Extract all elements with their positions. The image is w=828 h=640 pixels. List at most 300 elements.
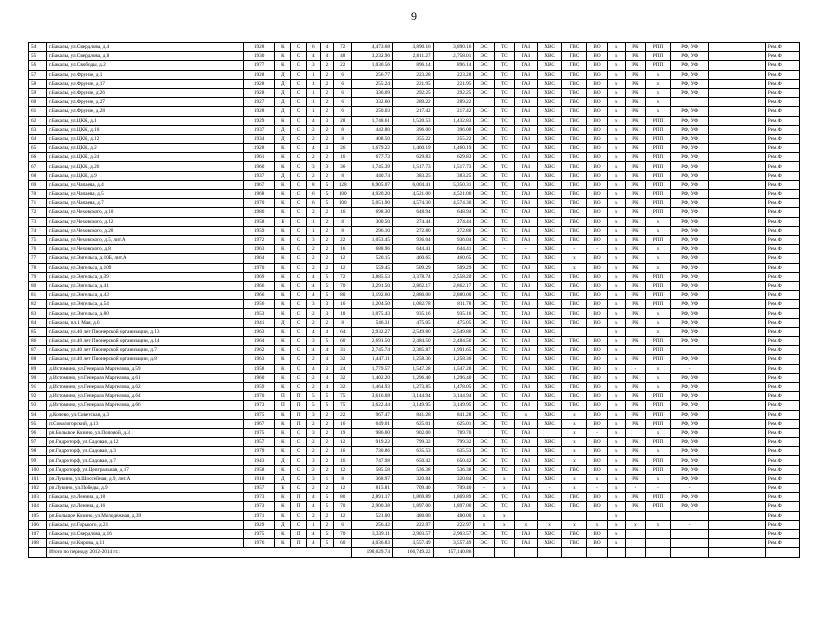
table-cell: ГАЗ bbox=[515, 493, 538, 502]
table-cell: ГАЗ bbox=[515, 337, 538, 346]
table-cell: РК bbox=[625, 318, 645, 327]
table-cell: х bbox=[607, 79, 625, 88]
table-cell: ТС bbox=[494, 98, 514, 107]
table-cell: РФ, УФ bbox=[670, 263, 708, 272]
table-cell: ГВС bbox=[562, 539, 587, 548]
table-cell: С bbox=[291, 263, 307, 272]
table-cell: 8 bbox=[334, 217, 352, 226]
table-cell: 75 bbox=[29, 235, 47, 244]
table-cell: ЭС bbox=[474, 217, 494, 226]
table-cell: 396.00 bbox=[433, 125, 474, 134]
total-row bbox=[29, 548, 800, 557]
table-cell: 2,891.17 bbox=[352, 493, 393, 502]
table-cell: РФ, УФ bbox=[670, 410, 708, 419]
table-cell: Рем.Ф bbox=[765, 346, 799, 355]
table-cell: - bbox=[670, 364, 708, 373]
table-row bbox=[29, 88, 800, 97]
table-cell: Рем.Ф bbox=[765, 327, 799, 336]
table-cell: 1,273.85 bbox=[392, 382, 433, 391]
table-cell: ЭС bbox=[474, 493, 494, 502]
table-cell bbox=[709, 392, 766, 401]
table-cell: 32 bbox=[334, 355, 352, 364]
table-cell: 66 bbox=[29, 153, 47, 162]
table-cell: 2 bbox=[307, 125, 321, 134]
table-cell: ХВС bbox=[537, 235, 562, 244]
table-cell: ЭС bbox=[474, 52, 494, 61]
table-cell bbox=[646, 529, 671, 538]
table-cell: ГАЗ bbox=[515, 382, 538, 391]
table-cell bbox=[709, 428, 766, 437]
table-cell: 5 bbox=[320, 337, 334, 346]
table-row bbox=[29, 162, 800, 171]
table-cell: х bbox=[607, 539, 625, 548]
table-cell: 1964 bbox=[243, 254, 275, 263]
table-cell: ЭС bbox=[474, 116, 494, 125]
table-cell: ТС bbox=[494, 153, 514, 162]
table-cell: 16 bbox=[334, 245, 352, 254]
table-cell: 2 bbox=[320, 88, 334, 97]
table-cell: ВО bbox=[587, 382, 607, 391]
table-cell: К bbox=[275, 272, 291, 281]
table-row bbox=[29, 539, 800, 548]
table-row bbox=[29, 171, 800, 180]
table-cell: ГВС bbox=[562, 125, 587, 134]
table-cell bbox=[646, 511, 671, 520]
table-cell: 1,460.19 bbox=[392, 144, 433, 153]
table-cell: 78 bbox=[29, 263, 47, 272]
table-cell bbox=[709, 410, 766, 419]
table-cell bbox=[709, 511, 766, 520]
table-cell: 2 bbox=[307, 245, 321, 254]
table-cell: 1927 bbox=[243, 98, 275, 107]
table-cell: С bbox=[291, 235, 307, 244]
table-cell: ГВС bbox=[562, 318, 587, 327]
table-cell: 86 bbox=[29, 337, 47, 346]
table-cell bbox=[587, 511, 607, 520]
table-cell: ТС bbox=[494, 493, 514, 502]
table-cell: ЭС bbox=[474, 474, 494, 483]
table-cell bbox=[709, 309, 766, 318]
table-cell: 76 bbox=[29, 245, 47, 254]
table-cell: 221.95 bbox=[392, 79, 433, 88]
table-cell: РФ, УФ bbox=[670, 226, 708, 235]
table-cell: рп.Лукино, ул.Шоссейная, д.9, лит.А bbox=[47, 474, 244, 483]
table-cell: ВО bbox=[587, 98, 607, 107]
table-cell: ВО bbox=[587, 153, 607, 162]
table-cell: С bbox=[291, 171, 307, 180]
table-cell: 2 bbox=[307, 419, 321, 428]
table-cell: ГАЗ bbox=[515, 291, 538, 300]
table-cell: х bbox=[646, 364, 671, 373]
table-cell: Рем.Ф bbox=[765, 263, 799, 272]
table-cell: 2,691.50 bbox=[352, 337, 393, 346]
table-cell: 106 bbox=[29, 520, 47, 529]
table-cell: ХВС bbox=[537, 474, 562, 483]
table-cell: 1970 bbox=[243, 392, 275, 401]
table-cell: РК bbox=[625, 134, 645, 143]
table-cell: С bbox=[291, 300, 307, 309]
table-cell: ТС bbox=[494, 52, 514, 61]
table-cell: х bbox=[494, 484, 514, 493]
table-cell: ТС bbox=[494, 208, 514, 217]
table-cell: г.Бакалы, ул.40 лет Пионерской организации, д.8 bbox=[47, 355, 244, 364]
table-cell: РК bbox=[625, 392, 645, 401]
table-cell: РФ, УФ bbox=[670, 474, 708, 483]
table-cell: г.Бакалы, ул.Энгельса, д.41 bbox=[47, 281, 244, 290]
table-cell: х bbox=[646, 382, 671, 391]
table-cell: РК bbox=[625, 98, 645, 107]
table-cell: РПП bbox=[646, 337, 671, 346]
table-cell: 1975 bbox=[243, 410, 275, 419]
table-cell: ЭС bbox=[474, 153, 494, 162]
table-cell: ХВС bbox=[537, 373, 562, 382]
table-cell: ГАЗ bbox=[515, 272, 538, 281]
table-cell: 3,149.95 bbox=[392, 401, 433, 410]
table-cell: Рем.Ф bbox=[765, 144, 799, 153]
table-cell: 12 bbox=[334, 511, 352, 520]
table-cell: г.Бакалы, ул.Чеховского, д.10 bbox=[47, 208, 244, 217]
table-cell: 3,378.74 bbox=[392, 272, 433, 281]
table-cell bbox=[709, 171, 766, 180]
table-cell: 12 bbox=[334, 438, 352, 447]
table-cell: х bbox=[607, 144, 625, 153]
table-cell: 2 bbox=[320, 70, 334, 79]
table-cell: ВО bbox=[587, 539, 607, 548]
table-cell: 1961 bbox=[243, 153, 275, 162]
table-cell: ГАЗ bbox=[515, 199, 538, 208]
table-cell: - bbox=[670, 484, 708, 493]
table-cell: ХВС bbox=[537, 272, 562, 281]
table-row bbox=[29, 263, 800, 272]
table-row bbox=[29, 107, 800, 116]
table-cell: ГВС bbox=[562, 502, 587, 511]
table-cell: 296.10 bbox=[352, 226, 393, 235]
table-cell: Д bbox=[275, 474, 291, 483]
table-cell: х bbox=[646, 428, 671, 437]
table-cell: 1937 bbox=[243, 171, 275, 180]
table-cell: ВО bbox=[587, 392, 607, 401]
table-cell: 1977 bbox=[243, 61, 275, 70]
table-cell: д.Истомино, ул.Генерала Маргелова, д.59 bbox=[47, 364, 244, 373]
table-cell: х bbox=[562, 428, 587, 437]
table-cell: 383.25 bbox=[392, 171, 433, 180]
table-row bbox=[29, 419, 800, 428]
table-cell: 6 bbox=[334, 98, 352, 107]
table-cell: ЭС bbox=[474, 456, 494, 465]
table-cell: ГАЗ bbox=[515, 309, 538, 318]
table-cell: РК bbox=[625, 116, 645, 125]
table-cell: 1 bbox=[307, 107, 321, 116]
table-cell: х bbox=[646, 98, 671, 107]
table-cell: Д bbox=[275, 79, 291, 88]
table-cell: ГАЗ bbox=[515, 438, 538, 447]
table-cell: РК bbox=[625, 254, 645, 263]
table-cell: ТС bbox=[494, 392, 514, 401]
table-cell: 4,473.68 bbox=[352, 43, 393, 52]
table-cell: 2 bbox=[320, 263, 334, 272]
table-cell: х bbox=[646, 318, 671, 327]
table-cell: РК bbox=[625, 153, 645, 162]
table-cell: П bbox=[291, 401, 307, 410]
table-cell: К bbox=[275, 447, 291, 456]
table-cell: 475.05 bbox=[392, 318, 433, 327]
table-cell: С bbox=[291, 438, 307, 447]
table-cell: 1,464.93 bbox=[352, 382, 393, 391]
table-cell: 69 bbox=[29, 180, 47, 189]
table-cell: 4 bbox=[307, 144, 321, 153]
table-cell: 2,903.57 bbox=[392, 529, 433, 538]
table-cell: К bbox=[275, 493, 291, 502]
table-cell: 92 bbox=[29, 392, 47, 401]
table-cell: х bbox=[607, 300, 625, 309]
table-cell: 1,517.73 bbox=[392, 162, 433, 171]
table-cell: 648.94 bbox=[392, 208, 433, 217]
table-cell: х bbox=[607, 291, 625, 300]
table-cell: ВО bbox=[587, 447, 607, 456]
table-cell: Б bbox=[275, 484, 291, 493]
table-row bbox=[29, 235, 800, 244]
table-cell: 1972 bbox=[243, 235, 275, 244]
table-cell: РФ, УФ bbox=[670, 300, 708, 309]
table-cell: ТС bbox=[494, 364, 514, 373]
table-cell: 2 bbox=[307, 153, 321, 162]
table-cell: ХВС bbox=[537, 502, 562, 511]
table-cell: 16 bbox=[334, 419, 352, 428]
table-row bbox=[29, 410, 800, 419]
table-cell: 1963 bbox=[243, 355, 275, 364]
table-cell: г.Бакалы, ул.Чапаева, д.4 bbox=[47, 180, 244, 189]
table-cell: 3,192.60 bbox=[352, 291, 393, 300]
table-cell: Рем.Ф bbox=[765, 493, 799, 502]
table-cell: 1,547.28 bbox=[433, 364, 474, 373]
table-cell: 2 bbox=[320, 107, 334, 116]
table-cell: 383.25 bbox=[433, 171, 474, 180]
table-cell: ТС bbox=[494, 281, 514, 290]
table-cell: ТС bbox=[494, 134, 514, 143]
table-cell: ВО bbox=[587, 43, 607, 52]
table-cell: г.Бакалы, ул.40 лет Пионерской организации, д.7 bbox=[47, 346, 244, 355]
table-cell: ХВС bbox=[537, 410, 562, 419]
table-cell: - bbox=[625, 364, 645, 373]
table-cell: г.Бакалы, ул.Свободы, д.2 bbox=[47, 61, 244, 70]
table-cell: ТС bbox=[494, 254, 514, 263]
table-cell: х bbox=[607, 235, 625, 244]
table-cell: 2 bbox=[320, 171, 334, 180]
table-cell: 107 bbox=[29, 529, 47, 538]
table-cell: РФ, УФ bbox=[670, 456, 708, 465]
table-cell: х bbox=[607, 125, 625, 134]
table-row bbox=[29, 144, 800, 153]
table-cell: 58 bbox=[29, 79, 47, 88]
table-cell: РК bbox=[625, 199, 645, 208]
table-cell: 3 bbox=[320, 116, 334, 125]
table-cell: С bbox=[291, 79, 307, 88]
table-cell: ГАЗ bbox=[515, 465, 538, 474]
table-cell: 3 bbox=[307, 337, 321, 346]
table-row bbox=[29, 465, 800, 474]
table-cell: ВО bbox=[587, 52, 607, 61]
table-cell: 5 bbox=[320, 272, 334, 281]
table-cell: г.Бакалы, ул.Кирова, д.11 bbox=[47, 539, 244, 548]
table-cell: ХВС bbox=[537, 291, 562, 300]
table-cell: 1973 bbox=[243, 401, 275, 410]
table-cell: 272.80 bbox=[433, 226, 474, 235]
table-cell: ТС bbox=[494, 456, 514, 465]
table-cell: ВО bbox=[587, 419, 607, 428]
table-cell: РК bbox=[625, 162, 645, 171]
table-cell: ГВС bbox=[562, 300, 587, 309]
table-cell: г.Бакалы, ул.Свердлова, д.8 bbox=[47, 52, 244, 61]
table-cell: 629.83 bbox=[433, 153, 474, 162]
table-cell: Рем.Ф bbox=[765, 401, 799, 410]
table-cell bbox=[562, 327, 587, 336]
table-cell: РК bbox=[625, 107, 645, 116]
table-cell: 1,869.89 bbox=[392, 493, 433, 502]
table-cell: 2 bbox=[307, 447, 321, 456]
table-cell: 2 bbox=[307, 465, 321, 474]
table-cell: 2 bbox=[320, 98, 334, 107]
table-cell: х bbox=[607, 493, 625, 502]
table-cell: С bbox=[291, 70, 307, 79]
table-cell: Рем.Ф bbox=[765, 208, 799, 217]
table-cell: Д bbox=[275, 171, 291, 180]
table-cell: РК bbox=[625, 373, 645, 382]
table-cell: 72 bbox=[29, 208, 47, 217]
table-cell: 3 bbox=[307, 235, 321, 244]
table-cell: ВО bbox=[587, 465, 607, 474]
table-row bbox=[29, 217, 800, 226]
table-cell: ХВС bbox=[537, 401, 562, 410]
table-cell: 75 bbox=[334, 401, 352, 410]
table-cell: 83 bbox=[29, 309, 47, 318]
table-cell: 648.94 bbox=[433, 208, 474, 217]
table-cell: ВО bbox=[587, 88, 607, 97]
table-cell: 3 bbox=[307, 300, 321, 309]
table-cell: ГАЗ bbox=[515, 364, 538, 373]
table-cell: ВО bbox=[587, 318, 607, 327]
table-cell: РПП bbox=[646, 43, 671, 52]
table-cell bbox=[670, 98, 708, 107]
table-cell: ГВС bbox=[562, 134, 587, 143]
table-cell: 2 bbox=[320, 484, 334, 493]
table-row bbox=[29, 520, 800, 529]
table-cell: 1,432.83 bbox=[433, 116, 474, 125]
table-cell: Рем.Ф bbox=[765, 318, 799, 327]
table-cell: х bbox=[607, 447, 625, 456]
table-cell: 6 bbox=[334, 107, 352, 116]
table-cell: К bbox=[275, 539, 291, 548]
table-cell: 2 bbox=[307, 309, 321, 318]
table-cell: ХВС bbox=[537, 116, 562, 125]
table-cell: Рем.Ф bbox=[765, 116, 799, 125]
table-cell: ТС bbox=[494, 116, 514, 125]
table-cell bbox=[709, 364, 766, 373]
table-cell: х bbox=[607, 254, 625, 263]
table-cell: ХВС bbox=[537, 364, 562, 373]
table-cell: 289.22 bbox=[433, 98, 474, 107]
table-cell: ХВС bbox=[537, 79, 562, 88]
table-cell bbox=[709, 153, 766, 162]
table-cell: 6 bbox=[307, 199, 321, 208]
table-cell: ЭС bbox=[474, 355, 494, 364]
table-cell: х bbox=[607, 43, 625, 52]
table-cell: ГВС bbox=[562, 116, 587, 125]
table-cell: 1,402.20 bbox=[352, 373, 393, 382]
table-cell bbox=[709, 263, 766, 272]
table-cell: 4,920.20 bbox=[352, 190, 393, 199]
table-cell: ТС bbox=[494, 382, 514, 391]
table-cell: 105 bbox=[29, 511, 47, 520]
table-cell: 2 bbox=[307, 263, 321, 272]
table-cell: РК bbox=[625, 79, 645, 88]
table-cell: ГВС bbox=[562, 493, 587, 502]
table-cell: х bbox=[646, 263, 671, 272]
table-cell: ВО bbox=[587, 300, 607, 309]
table-cell: Рем.Ф bbox=[765, 245, 799, 254]
table-cell: ГАЗ bbox=[515, 125, 538, 134]
table-cell: 688.96 bbox=[352, 245, 393, 254]
table-cell: РПП bbox=[646, 392, 671, 401]
table-cell bbox=[670, 346, 708, 355]
table-cell: ГВС bbox=[562, 88, 587, 97]
table-row bbox=[29, 180, 800, 189]
table-cell: Рем.Ф bbox=[765, 428, 799, 437]
table-cell: 1975 bbox=[243, 428, 275, 437]
table-cell: 4,521.00 bbox=[392, 190, 433, 199]
table-row bbox=[29, 79, 800, 88]
table-cell: х bbox=[587, 474, 607, 483]
table-cell: 128 bbox=[334, 180, 352, 189]
table-cell: 3,149.95 bbox=[433, 401, 474, 410]
table-cell: х bbox=[607, 190, 625, 199]
table-cell: 1967 bbox=[243, 419, 275, 428]
table-cell: 1953 bbox=[243, 309, 275, 318]
table-cell: ГВС bbox=[562, 235, 587, 244]
table-cell: 841.28 bbox=[392, 410, 433, 419]
table-cell: С bbox=[291, 254, 307, 263]
table-cell: 74 bbox=[29, 226, 47, 235]
table-cell: 28 bbox=[334, 116, 352, 125]
table-cell: РК bbox=[625, 190, 645, 199]
table-cell: ХВС bbox=[537, 70, 562, 79]
table-cell: 3,557.49 bbox=[392, 539, 433, 548]
table-cell: РФ, УФ bbox=[670, 180, 708, 189]
table-cell: ГАЗ bbox=[515, 171, 538, 180]
table-cell: 1928 bbox=[243, 43, 275, 52]
table-cell: П bbox=[275, 392, 291, 401]
table-cell: 3,557.49 bbox=[433, 539, 474, 548]
table-row bbox=[29, 281, 800, 290]
table-cell: П bbox=[291, 392, 307, 401]
table-cell: ВО bbox=[587, 162, 607, 171]
table-cell: ГАЗ bbox=[515, 79, 538, 88]
table-cell: 1,991.65 bbox=[433, 346, 474, 355]
table-cell: ХВС bbox=[537, 61, 562, 70]
table-cell: 108 bbox=[29, 539, 47, 548]
table-cell: 3,616.08 bbox=[352, 392, 393, 401]
table-cell: ГАЗ bbox=[515, 346, 538, 355]
table-row bbox=[29, 190, 800, 199]
table-cell: х bbox=[562, 520, 587, 529]
table-cell: К bbox=[275, 245, 291, 254]
table-cell: П bbox=[275, 401, 291, 410]
table-cell: 5 bbox=[320, 190, 334, 199]
table-cell: С bbox=[291, 98, 307, 107]
table-cell: ТС bbox=[494, 447, 514, 456]
table-cell: г.Бакалы, ул.ЦКК, д.2 bbox=[47, 144, 244, 153]
table-cell: 2 bbox=[307, 134, 321, 143]
table-cell: 1928 bbox=[243, 144, 275, 153]
